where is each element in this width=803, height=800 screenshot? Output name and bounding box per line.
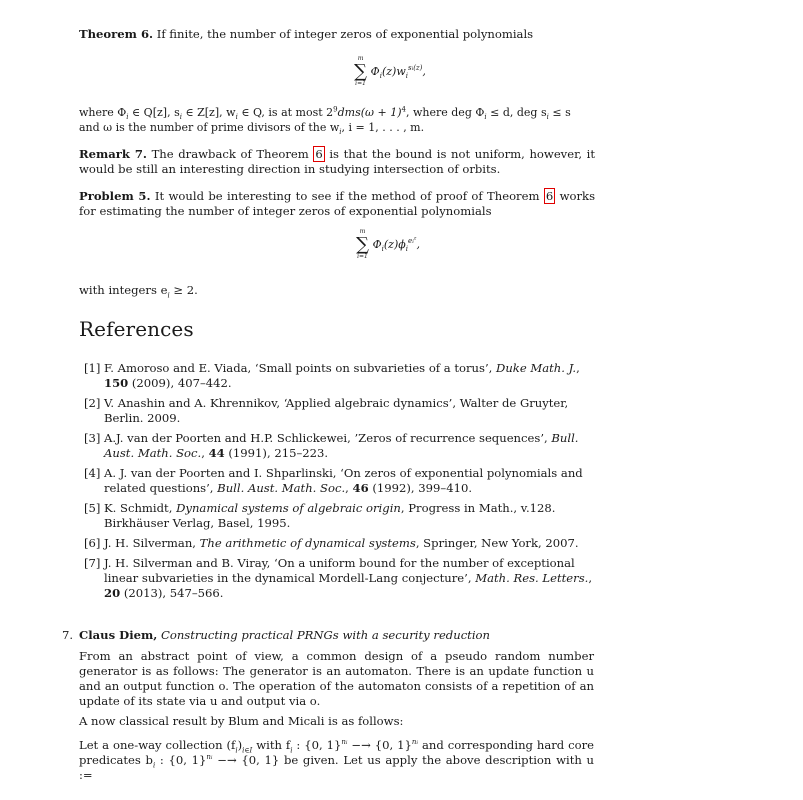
section-7-paragraph-3: Let a one-way collection $(f_i)_{i\in I}$ with $f_i$ : {0, 1}$^{ni}$ −→ {0, 1}$^{ni}$ and corresponding hard core predicates $b_i$ : {0, 1}$^{ni}$ −→ {0, 1} be given. Let us apply the above description with u := xyxy=(79,738,595,782)
problem-5: Problem 5. It would be interesting to see if the method of proof of Theorem 6 works for estimating the number of integer zeros of exponential polynomials xyxy=(79,189,596,218)
reference-list xyxy=(84,361,594,606)
remark-label: Remark 7. xyxy=(79,147,147,161)
theorem-6-link[interactable]: 6 xyxy=(545,189,554,203)
reference-item: [2] V. Anashin and A. Khrennikov, ‘Applied algebraic dynamics’, Walter de Gruyter, Berlin. 2009. xyxy=(84,396,569,425)
problem-5-condition: with integers $e_i \ge 2$. xyxy=(79,283,198,300)
section-number: 7. xyxy=(62,628,74,642)
sum-operator: m ∑ i=1 xyxy=(356,228,369,260)
section-author: Claus Diem, xyxy=(79,628,158,642)
sum-operator: m ∑ i=1 xyxy=(354,55,367,87)
theorem-6-display-equation xyxy=(290,55,490,88)
section-title: Constructing practical PRNGs with a security reduction xyxy=(160,628,490,642)
problem-5-display-equation xyxy=(288,228,488,261)
reference-item: [5] K. Schmidt, Dynamical systems of algebraic origin, Progress in Math., v.128. Birkhäuser Verlag, Basel, 1995. xyxy=(84,501,556,530)
summand-expression: $\Phi_i(z)w_i^{si(z)}$, xyxy=(370,64,426,81)
reference-item: [7] J. H. Silverman and B. Viray, ‘On a uniform bound for the number of exceptional linear subvarieties in the dynamical Mordell-Lang conjecture’, Math. Res. Letters., 20 (2013), 547–566. xyxy=(84,556,593,600)
remark-7: Remark 7. The drawback of Theorem 6 is that the bound is not uniform, however, it would be still an interesting direction in studying intersection of orbits. xyxy=(79,147,596,176)
reference-item: [4] A. J. van der Poorten and I. Shparlinski, ‘On zeros of exponential polynomials and related questions’, Bull. Aust. Math. Soc., 46 (1992), 399–410. xyxy=(84,466,583,495)
sigma-symbol: ∑ xyxy=(356,234,369,255)
reference-item: [6] J. H. Silverman, The arithmetic of dynamical systems, Springer, New York, 2007. xyxy=(84,536,579,550)
reference-item: [3] A.J. van der Poorten and H.P. Schlickewei, ’Zeros of recurrence sequences’, Bull. Aust. Math. Soc., 44 (1991), 215–223. xyxy=(84,431,579,460)
theorem-text: If finite, the number of integer zeros of exponential polynomials xyxy=(156,27,534,41)
references-heading: References xyxy=(79,317,194,341)
sigma-symbol: ∑ xyxy=(354,61,367,82)
section-heading xyxy=(79,628,594,643)
problem-label: Problem 5. xyxy=(79,189,151,203)
theorem-label: Theorem 6. xyxy=(79,27,154,41)
section-7-paragraph-1: From an abstract point of view, a common design of a pseudo random number generator is as follows: The generator is an automaton. There is an update function u and an output function o. The operation of the automaton consists of a repetition of an update of its state via u and output via o. xyxy=(79,649,594,708)
summand-expression: $\Phi_i(z)\phi_i^{ei^z}$, xyxy=(372,236,420,254)
reference-item: [1] F. Amoroso and E. Viada, ‘Small points on subvarieties of a torus’, Duke Math. J., 150 (2009), 407–442. xyxy=(84,361,580,390)
theorem-6-conditions: where $\Phi_i$ ∈ Q[z], $s_i$ ∈ Z[z], $w_i$ ∈ Q, is at most $2^9dms(\omega + 1)^4$, where deg $\Phi_i \le d$, deg $s_i \le s$ and ω is the number of prime divisors of the $w_i$, i = 1, . . . , m. xyxy=(79,105,571,137)
theorem-6-statement xyxy=(79,27,595,42)
theorem-6-link[interactable]: 6 xyxy=(315,147,323,161)
section-7-paragraph-2: A now classical result by Blum and Micali is as follows: xyxy=(79,714,404,728)
